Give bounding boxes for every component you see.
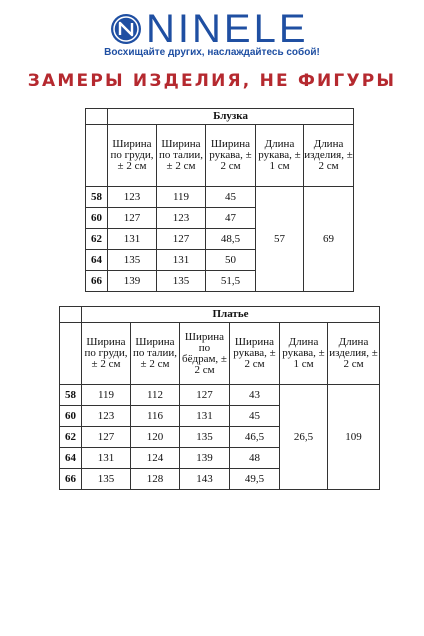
waist-cell: 135 bbox=[157, 271, 206, 292]
header-sleeve-length: Длина рукава, ± 1 см bbox=[256, 125, 304, 187]
sleeve-width-cell: 49,5 bbox=[230, 469, 280, 490]
sleeve-length-cell: 57 bbox=[256, 187, 304, 292]
blouse-size-table bbox=[85, 108, 354, 292]
blank-corner bbox=[60, 307, 82, 323]
waist-cell: 112 bbox=[131, 385, 180, 406]
waist-cell: 123 bbox=[157, 208, 206, 229]
sleeve-width-cell: 51,5 bbox=[206, 271, 256, 292]
waist-cell: 128 bbox=[131, 469, 180, 490]
chest-cell: 127 bbox=[82, 427, 131, 448]
hips-cell: 135 bbox=[180, 427, 230, 448]
waist-cell: 127 bbox=[157, 229, 206, 250]
header-length: Длина изделия, ± 2 см bbox=[328, 323, 380, 385]
chest-cell: 135 bbox=[82, 469, 131, 490]
waist-cell: 124 bbox=[131, 448, 180, 469]
sleeve-width-cell: 46,5 bbox=[230, 427, 280, 448]
sleeve-width-cell: 50 bbox=[206, 250, 256, 271]
size-cell: 62 bbox=[86, 229, 108, 250]
size-cell: 66 bbox=[60, 469, 82, 490]
hips-cell: 143 bbox=[180, 469, 230, 490]
chest-cell: 139 bbox=[108, 271, 157, 292]
table-row bbox=[60, 385, 380, 406]
length-cell: 109 bbox=[328, 385, 380, 490]
sleeve-width-cell: 48,5 bbox=[206, 229, 256, 250]
header-waist: Ширина по талии, ± 2 см bbox=[131, 323, 180, 385]
sleeve-length-cell: 26,5 bbox=[280, 385, 328, 490]
header-chest: Ширина по груди, ± 2 см bbox=[82, 323, 131, 385]
brand-name: NINELE bbox=[146, 7, 309, 51]
sleeve-width-cell: 43 bbox=[230, 385, 280, 406]
waist-cell: 131 bbox=[157, 250, 206, 271]
dress-title: Платье bbox=[82, 307, 380, 323]
page-title: ЗАМЕРЫ ИЗДЕЛИЯ, НЕ ФИГУРЫ bbox=[27, 71, 397, 91]
blank-corner bbox=[86, 109, 108, 125]
table-row bbox=[86, 187, 354, 208]
blouse-title: Блузка bbox=[108, 109, 354, 125]
header-waist: Ширина по талии, ± 2 см bbox=[157, 125, 206, 187]
brand-header bbox=[0, 0, 424, 70]
hips-cell: 131 bbox=[180, 406, 230, 427]
chest-cell: 119 bbox=[82, 385, 131, 406]
chest-cell: 131 bbox=[82, 448, 131, 469]
blank-corner bbox=[60, 323, 82, 385]
chest-cell: 135 bbox=[108, 250, 157, 271]
size-cell: 64 bbox=[86, 250, 108, 271]
brand-slogan: Восхищайте других, наслаждайтесь собой! bbox=[104, 47, 320, 58]
hips-cell: 139 bbox=[180, 448, 230, 469]
waist-cell: 116 bbox=[131, 406, 180, 427]
dress-size-table bbox=[59, 306, 380, 490]
sleeve-width-cell: 48 bbox=[230, 448, 280, 469]
header-chest: Ширина по груди, ± 2 см bbox=[108, 125, 157, 187]
ninele-logo-icon bbox=[111, 14, 141, 44]
size-cell: 66 bbox=[86, 271, 108, 292]
chest-cell: 123 bbox=[108, 187, 157, 208]
waist-cell: 119 bbox=[157, 187, 206, 208]
sleeve-width-cell: 47 bbox=[206, 208, 256, 229]
chest-cell: 131 bbox=[108, 229, 157, 250]
sleeve-width-cell: 45 bbox=[206, 187, 256, 208]
blank-corner bbox=[86, 125, 108, 187]
chest-cell: 123 bbox=[82, 406, 131, 427]
header-sleeve-width: Ширина рукава, ± 2 см bbox=[230, 323, 280, 385]
header-hips: Ширина по бёдрам, ± 2 см bbox=[180, 323, 230, 385]
header-length: Длина изделия, ± 2 см bbox=[304, 125, 354, 187]
size-cell: 60 bbox=[86, 208, 108, 229]
size-cell: 64 bbox=[60, 448, 82, 469]
waist-cell: 120 bbox=[131, 427, 180, 448]
size-cell: 60 bbox=[60, 406, 82, 427]
size-cell: 58 bbox=[60, 385, 82, 406]
header-sleeve-length: Длина рукава, ± 1 см bbox=[280, 323, 328, 385]
hips-cell: 127 bbox=[180, 385, 230, 406]
sleeve-width-cell: 45 bbox=[230, 406, 280, 427]
header-sleeve-width: Ширина рукава, ± 2 см bbox=[206, 125, 256, 187]
chest-cell: 127 bbox=[108, 208, 157, 229]
size-cell: 58 bbox=[86, 187, 108, 208]
length-cell: 69 bbox=[304, 187, 354, 292]
size-cell: 62 bbox=[60, 427, 82, 448]
